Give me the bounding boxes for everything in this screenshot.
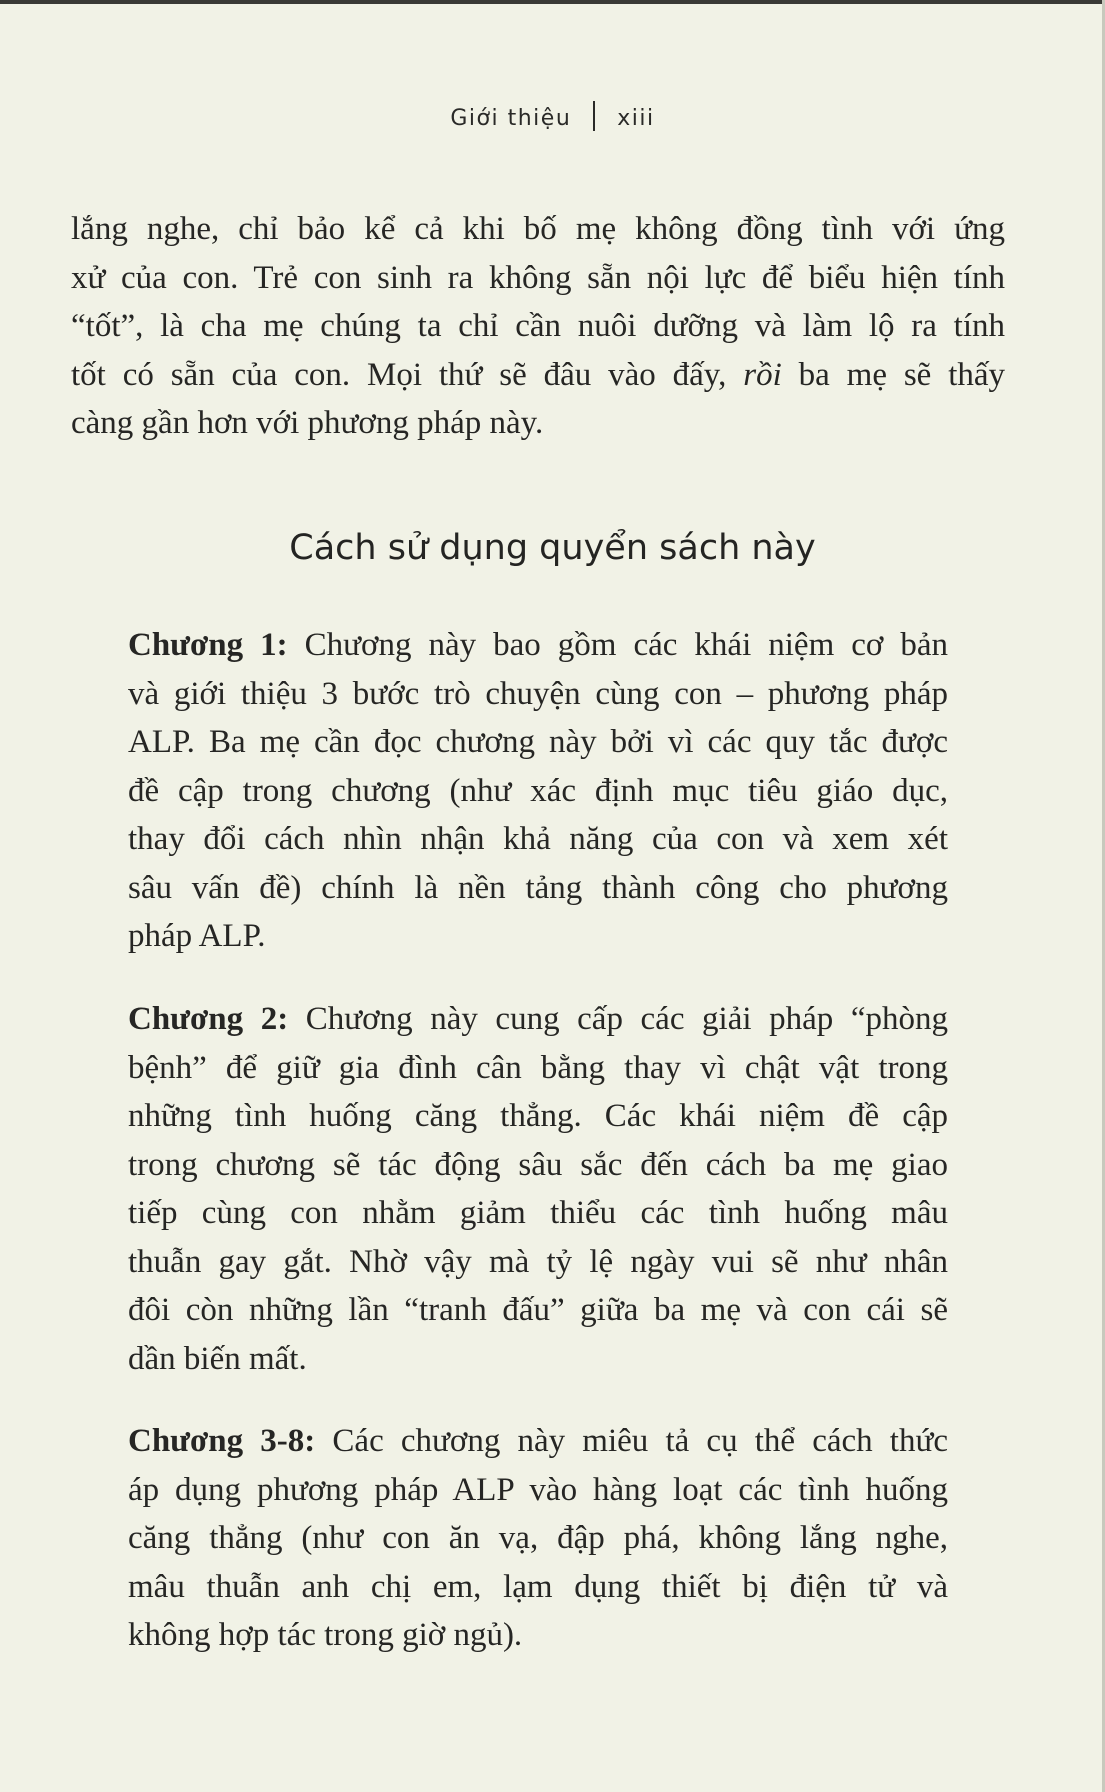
chapter-line: đôi còn những lần “tranh đấu” giữa ba mẹ và con cái sẽ [128,1292,948,1328]
chapter-line: trong chương sẽ tác động sâu sắc đến cách ba mẹ giao [128,1146,948,1183]
chapter-line: không hợp tác trong giờ ngủ). [128,1617,523,1653]
chapter-first-line: Các chương này miêu tả cụ thể cách thức [315,1423,948,1459]
chapter-label: Chương 2: [128,1001,289,1037]
section-heading: Cách sử dụng quyển sách này [289,528,816,568]
chapter-line [128,995,948,1044]
chapter-2-paragraph [128,995,948,1383]
chapter-3-8-paragraph [128,1417,948,1660]
chapter-line: thay đổi cách nhìn nhận khả năng của con và xem xét [128,821,948,857]
page-top-edge [0,0,1105,4]
chapter-line: ALP. Ba mẹ cần đọc chương này bởi vì các quy tắc được [128,724,948,760]
header-separator [593,101,595,131]
chapter-first-line: Chương này bao gồm các khái niệm cơ bản [287,627,949,663]
chapter-line: sâu vấn đề) chính là nền tảng thành công cho phương [128,869,948,906]
intro-paragraph [71,205,1005,448]
running-header [0,104,1105,134]
chapter-label: Chương 1: [128,627,288,663]
chapter-line: áp dụng phương pháp ALP vào hàng loạt các tình huống [128,1471,948,1508]
intro-line [71,351,1005,400]
chapter-line [128,1417,948,1466]
chapter-line: pháp ALP. [128,918,266,954]
chapter-line: mâu thuẫn anh chị em, lạm dụng thiết bị điện tử và [128,1568,948,1605]
chapter-line: bệnh” để giữ gia đình cân bằng thay vì chật vật trong [128,1049,948,1086]
intro-line: xử của con. Trẻ con sinh ra không sẵn nội lực để biểu hiện tính [71,259,1005,296]
intro-line4-after: ba mẹ sẽ thấy [798,356,1006,393]
chapter-line: và giới thiệu 3 bước trò chuyện cùng con – phương pháp [128,675,948,712]
chapter-line: tiếp cùng con nhằm giảm thiểu các tình huống mâu [128,1195,948,1231]
header-page-number: xiii [617,106,655,131]
intro-emphasis: rồi [743,356,782,393]
chapter-line: căng thẳng (như con ăn vạ, đập phá, không lắng nghe, [128,1520,948,1556]
chapter-label: Chương 3-8: [128,1423,316,1459]
chapter-line [128,621,948,670]
intro-line4-before: tốt có sẵn của con. Mọi thứ sẽ đâu vào đấy, [71,356,727,393]
chapter-line: thuẫn gay gắt. Nhờ vậy mà tỷ lệ ngày vui sẽ như nhân [128,1243,948,1280]
header-section-title: Giới thiệu [450,106,572,131]
chapter-first-line: Chương này cung cấp các giải pháp “phòng [288,1001,948,1037]
chapter-1-paragraph [128,621,948,961]
intro-line: càng gần hơn với phương pháp này. [71,405,544,441]
chapter-line: những tình huống căng thẳng. Các khái niệm đề cập [128,1098,948,1134]
intro-line: “tốt”, là cha mẹ chúng ta chỉ cần nuôi dưỡng và làm lộ ra tính [71,308,1005,344]
chapter-line: đề cập trong chương (như xác định mục tiêu giáo dục, [128,772,948,809]
chapter-line: dần biến mất. [128,1340,307,1377]
intro-line: lắng nghe, chỉ bảo kể cả khi bố mẹ không đồng tình với ứng [71,211,1005,247]
